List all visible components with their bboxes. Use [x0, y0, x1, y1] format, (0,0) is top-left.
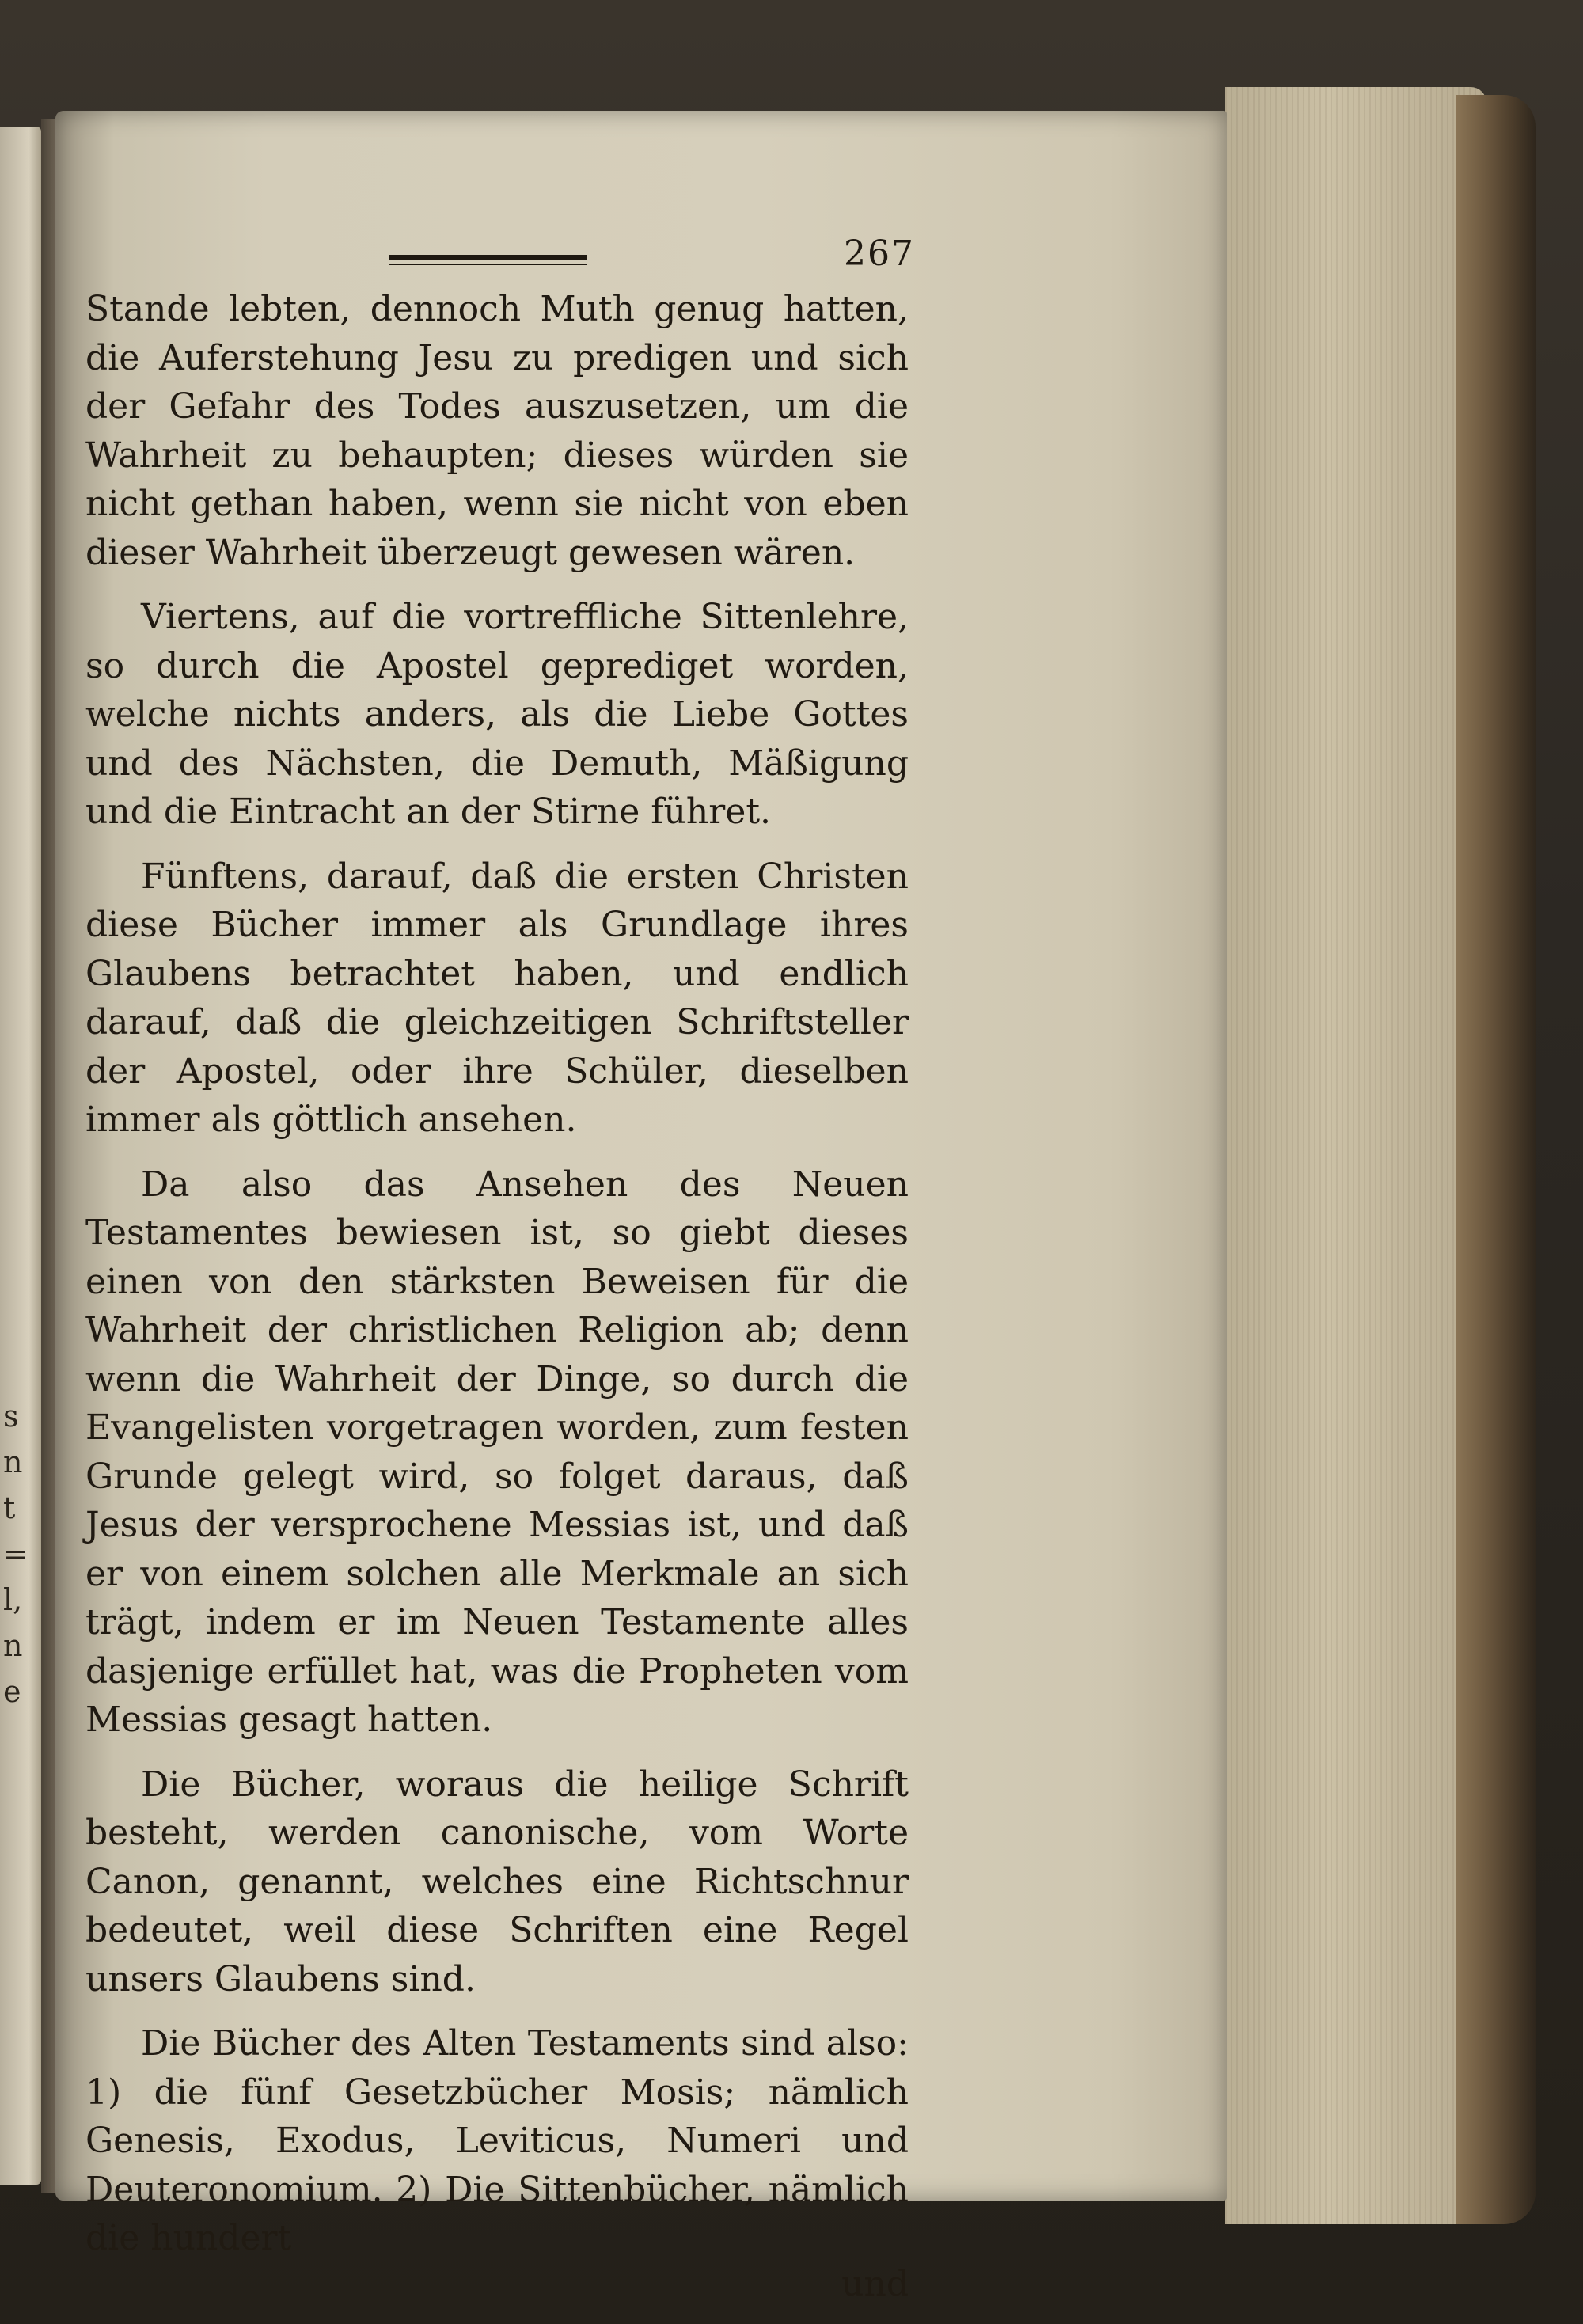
paragraph: Fünftens, darauf, daß die ersten Christen diese Bücher immer als Grundlage ihres Glaubens betrachtet haben, und endlich darauf, daß die gleichzeitigen Schriftsteller der Apostel, oder ihre Schüler, dieselben immer als göttlich ansehen. [85, 856, 909, 1140]
page-stack-edge [1225, 87, 1486, 2224]
page-text-block [85, 234, 915, 2308]
paragraph: Da also das Ansehen des Neuen Testamentes bewiesen ist, so giebt dieses einen von den stärksten Beweisen für die Wahrheit der christlichen Religion ab; denn wenn die Wahrheit der Dinge, so durch die Evangelisten vorgetragen worden, zum festen Grunde gelegt wird, so folget daraus, daß Jesus der versprochene Messias ist, und daß er von einem solchen alle Merkmale an sich trägt, indem er im Neuen Testamente alles dasjenige erfüllet hat, was die Propheten vom Messias gesagt hatten. [85, 1164, 909, 1740]
paragraph: Stande lebten, dennoch Muth genug hatten, die Auferstehung Jesu zu predigen und sich der Gefahr des Todes auszusetzen, um die Wahrheit zu behaupten; dieses würden sie nicht gethan haben, wenn sie nicht von eben dieser Wahrheit überzeugt gewesen wären. [85, 289, 909, 573]
page-number: 267 [844, 234, 915, 274]
left-page-letter: s [3, 1399, 19, 1434]
book-binding [1456, 95, 1536, 2224]
catchword: und [841, 2263, 909, 2304]
left-page-letters [3, 1393, 38, 2106]
paragraph: Die Bücher des Alten Testaments sind also: 1) die fünf Gesetzbücher Mosis; nämlich Genesis, Exodus, Leviticus, Numeri und Deuteronomium. 2) Die Sittenbücher, nämlich die hundert [85, 2023, 909, 2258]
left-page-letter: l, [3, 1582, 23, 1617]
left-page-letter: n [3, 1445, 23, 1479]
left-page-letter: n [3, 1628, 23, 1663]
header-rule [389, 255, 587, 265]
left-page-letter: = [3, 1536, 28, 1571]
left-page-edge [0, 127, 41, 2185]
paragraph: Die Bücher, woraus die heilige Schrift besteht, werden canonische, vom Worte Canon, genannt, welches eine Richtschnur bedeutet, weil diese Schriften eine Regel unsers Glaubens sind. [85, 1764, 909, 1999]
left-page-letter: t [3, 1490, 16, 1525]
paragraph: Viertens, auf die vortreffliche Sittenlehre, so durch die Apostel geprediget worden, welche nichts anders, als die Liebe Gottes und des Nächsten, die Demuth, Mäßigung und die Eintracht an der Stirne führet. [85, 597, 909, 832]
page-header [85, 234, 915, 285]
left-page-letter: e [3, 1674, 21, 1709]
